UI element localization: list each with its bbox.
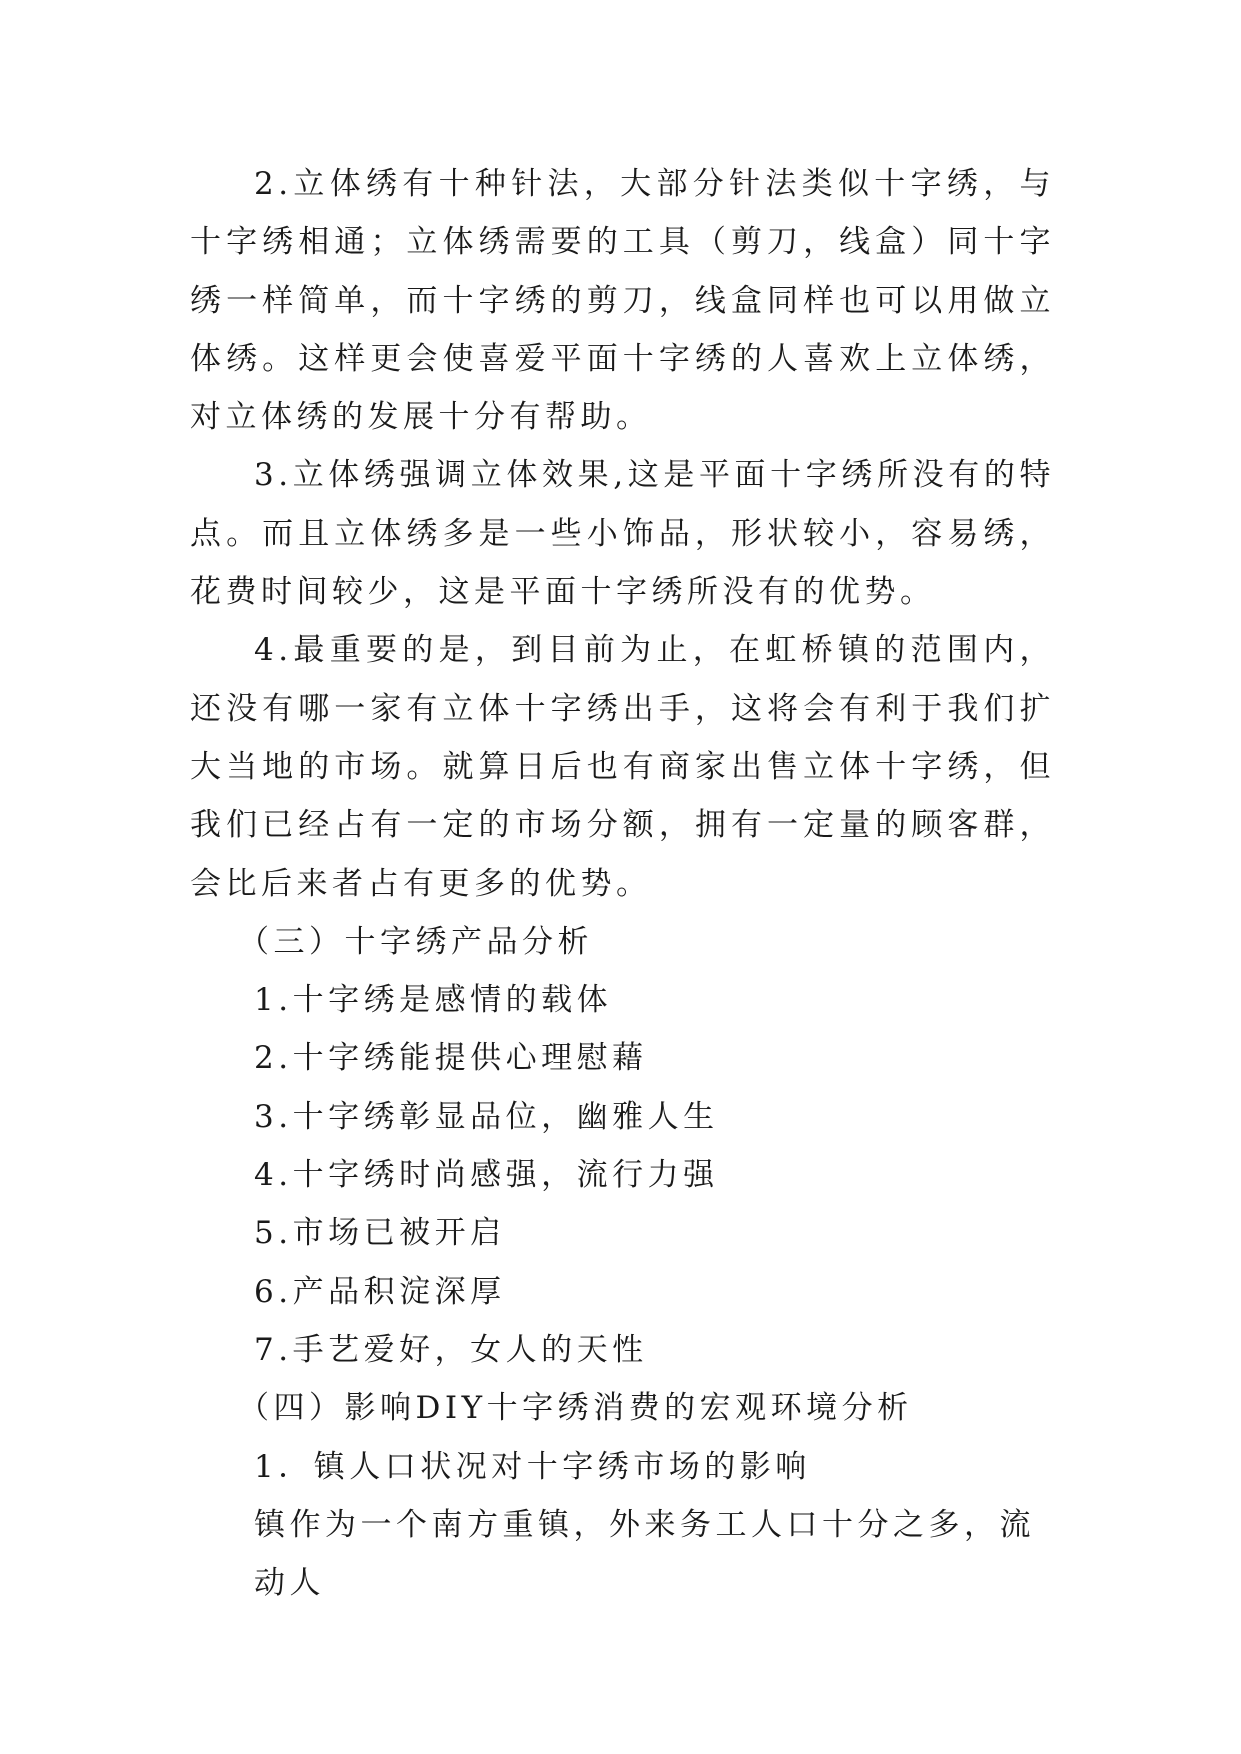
paragraph-point-3: 3.立体绣强调立体效果,这是平面十字绣所没有的特点。而且立体绣多是一些小饰品，形状较小，容易绣，花费时间较少，这是平面十字绣所没有的优势。: [190, 457, 1055, 611]
paragraph-point-2: 2.立体绣有十种针法，大部分针法类似十字绣，与十字绣相通；立体绣需要的工具（剪刀，线盒）同十字绣一样简单，而十字绣的剪刀，线盒同样也可以用做立体绣。这样更会使喜爱平面十字绣的人喜欢上立体绣，对立体绣的发展十分有帮助。: [190, 166, 1055, 436]
section-3-item-7: 7.手艺爱好，女人的天性: [254, 1331, 648, 1368]
section-3-item-6: 6.产品积淀深厚: [254, 1273, 506, 1310]
section-4-subheading-1: 1．镇人口状况对十字绣市场的影响: [254, 1448, 811, 1485]
paragraph-point-4: 4.最重要的是，到目前为止，在虹桥镇的范围内，还没有哪一家有立体十字绣出手，这将会有利于我们扩大当地的市场。就算日后也有商家出售立体十字绣，但我们已经占有一定的市场分额，拥有一定量的顾客群，会比后来者占有更多的优势。: [190, 632, 1055, 902]
section-4-paragraph: 镇作为一个南方重镇，外来务工人口十分之多，流动人: [254, 1506, 1035, 1602]
section-4-heading: （四）影响DIY十字绣消费的宏观环境分析: [238, 1390, 913, 1427]
section-3-item-4: 4.十字绣时尚感强，流行力强: [254, 1157, 719, 1194]
section-3-item-3: 3.十字绣彰显品位，幽雅人生: [254, 1098, 719, 1135]
section-3-item-5: 5.市场已被开启: [254, 1215, 506, 1252]
section-3-heading: （三）十字绣产品分析: [238, 923, 593, 960]
section-3-item-2: 2.十字绣能提供心理慰藉: [254, 1040, 648, 1077]
section-3-item-1: 1.十字绣是感情的载体: [254, 982, 613, 1019]
document-body: [190, 155, 1055, 1612]
